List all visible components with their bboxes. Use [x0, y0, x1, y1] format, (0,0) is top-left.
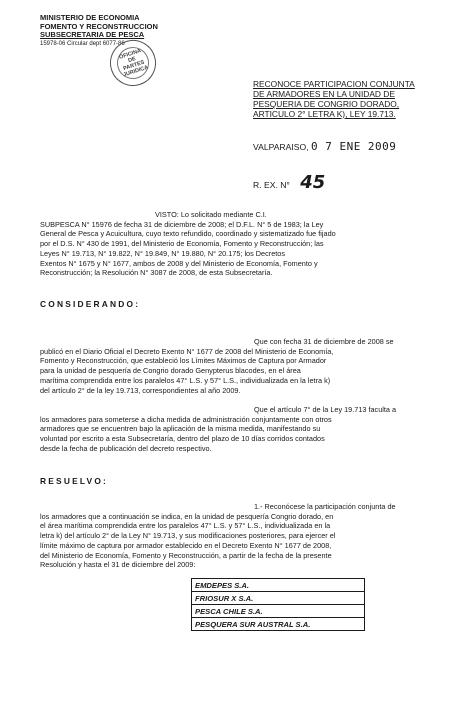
resuelvo-line: los armadores que a continuación se indica, en la unidad de pesquería Congrio dorado, en [40, 511, 334, 521]
armador-cell: FRIOSUR X S.A. [192, 592, 365, 605]
considerando-line: voluntad por escrito a esta Subsecretaría, dentro del plazo de 10 días corridos contados [40, 434, 325, 444]
title-line: DE ARMADORES EN LA UNIDAD DE [253, 89, 395, 99]
considerando-line: marítima comprendida entre los paralelos 47° L.S. y 57° L.S., individualizada en la letra k) [40, 375, 331, 385]
resuelvo-line: letra k) del artículo 2° de la Ley N° 19.713, y sus modificaciones posteriores, para ejercer el [40, 531, 336, 541]
resolution-title [253, 79, 453, 119]
considerando-line: desde la fecha de publicación del decreto respectivo. [40, 443, 212, 453]
resolution-number-line [253, 172, 325, 193]
resolution-number: 45 [300, 172, 326, 193]
visto-line: General de Pesca y Acuicultura, cuyo texto refundido, coordinado y sistematizado fue fijado [40, 229, 336, 239]
date-place: VALPARAISO, [253, 142, 309, 152]
office-stamp-text: OFICINA DE PARTES JURIDICA [113, 43, 153, 83]
considerando-heading: CONSIDERANDO: [40, 299, 141, 309]
armador-cell: EMDEPES S.A. [192, 579, 365, 592]
considerando-line: Fomento y Reconstrucción, que estableció los Límites Máximos de Captura por Armador [40, 356, 327, 366]
resuelvo-paragraph-1 [40, 502, 440, 570]
header-line-4: 15978-06 Circular dept 6077-86 [40, 40, 125, 47]
resuelvo-line: límite máximo de captura por armador establecido en el Decreto Exento N° 1677 de 2008, [40, 540, 332, 550]
considerando-line: armadores que se encuentren bajo la aplicación de la misma medida, manifestando su [40, 424, 321, 434]
visto-line: Reconstrucción; la Resolución N° 3087 de 2008, de esta Subsecretaría. [40, 268, 273, 278]
header-line-1: MINISTERIO DE ECONOMIA [40, 13, 140, 22]
header-line-3: SUBSECRETARIA DE PESCA [40, 30, 145, 39]
table-row [192, 605, 365, 618]
considerando-line: Que el artículo 7° de la Ley 19.713 faculta a [254, 405, 397, 414]
date-line [253, 140, 396, 153]
considerando-line: Que con fecha 31 de diciembre de 2008 se [254, 337, 394, 346]
resuelvo-line: el área marítima comprendida entre los paralelos 47° L.S. y 57° L.S., individualizada en la [40, 521, 331, 531]
title-line: PESQUERIA DE CONGRIO DORADO, [253, 99, 400, 109]
title-line: RECONOCE PARTICIPACION CONJUNTA [253, 79, 415, 89]
visto-line: por el D.S. N° 430 de 1991, del Ministerio de Economía, Fomento y Reconstrucción; las [40, 239, 324, 249]
considerando-line: del artículo 2° de la ley 19.713, correspondientes al año 2009. [40, 385, 241, 395]
resolution-label: R. EX. N° [253, 180, 290, 190]
table-row [192, 579, 365, 592]
considerando-paragraph-2 [40, 405, 440, 454]
date-stamp: 0 7 ENE 2009 [310, 140, 397, 153]
armador-cell: PESCA CHILE S.A. [192, 605, 365, 618]
table-row [192, 592, 365, 605]
table-row [192, 618, 365, 631]
armadores-table [191, 578, 365, 631]
resuelvo-line: 1.- Reconócese la participación conjunta de [254, 502, 396, 511]
considerando-line: los armadores para someterse a dicha medida de administración conjuntamente con otros [40, 414, 332, 424]
visto-line: Exentos N° 1675 y N° 1677, ambos de 2008 y del Ministerio de Economía, Fomento y [40, 258, 318, 268]
considerando-line: para la unidad de pesquería de Congrio dorado Genypterus blacodes, en el área [40, 366, 301, 376]
resuelvo-line: del Ministerio de Economía, Fomento y Reconstrucción, a partir de la fecha de la presente [40, 550, 332, 560]
visto-line: VISTO: Lo solicitado mediante C.I. [155, 210, 267, 219]
considerando-paragraph-1 [40, 337, 440, 395]
armador-cell: PESQUERA SUR AUSTRAL S.A. [192, 618, 365, 631]
resuelvo-line: Resolución y hasta el 31 de diciembre del 2009: [40, 560, 196, 570]
title-line: ARTICULO 2° LETRA K), LEY 19.713. [253, 109, 396, 119]
visto-line: SUBPESCA N° 15976 de fecha 31 de diciembre de 2008; el D.F.L. N° 5 de 1983; la Ley [40, 219, 324, 229]
visto-line: Leyes N° 19.713, N° 19.822, N° 19.849, N° 19.880, N° 20.175; los Decretos [40, 248, 285, 258]
resuelvo-heading: RESUELVO: [40, 476, 109, 486]
considerando-line: publicó en el Diario Oficial el Decreto Exento N° 1677 de 2008 del Ministerio de Economía, [40, 346, 334, 356]
header-line-2: FOMENTO Y RECONSTRUCCION [40, 21, 158, 31]
visto-section [40, 210, 440, 278]
